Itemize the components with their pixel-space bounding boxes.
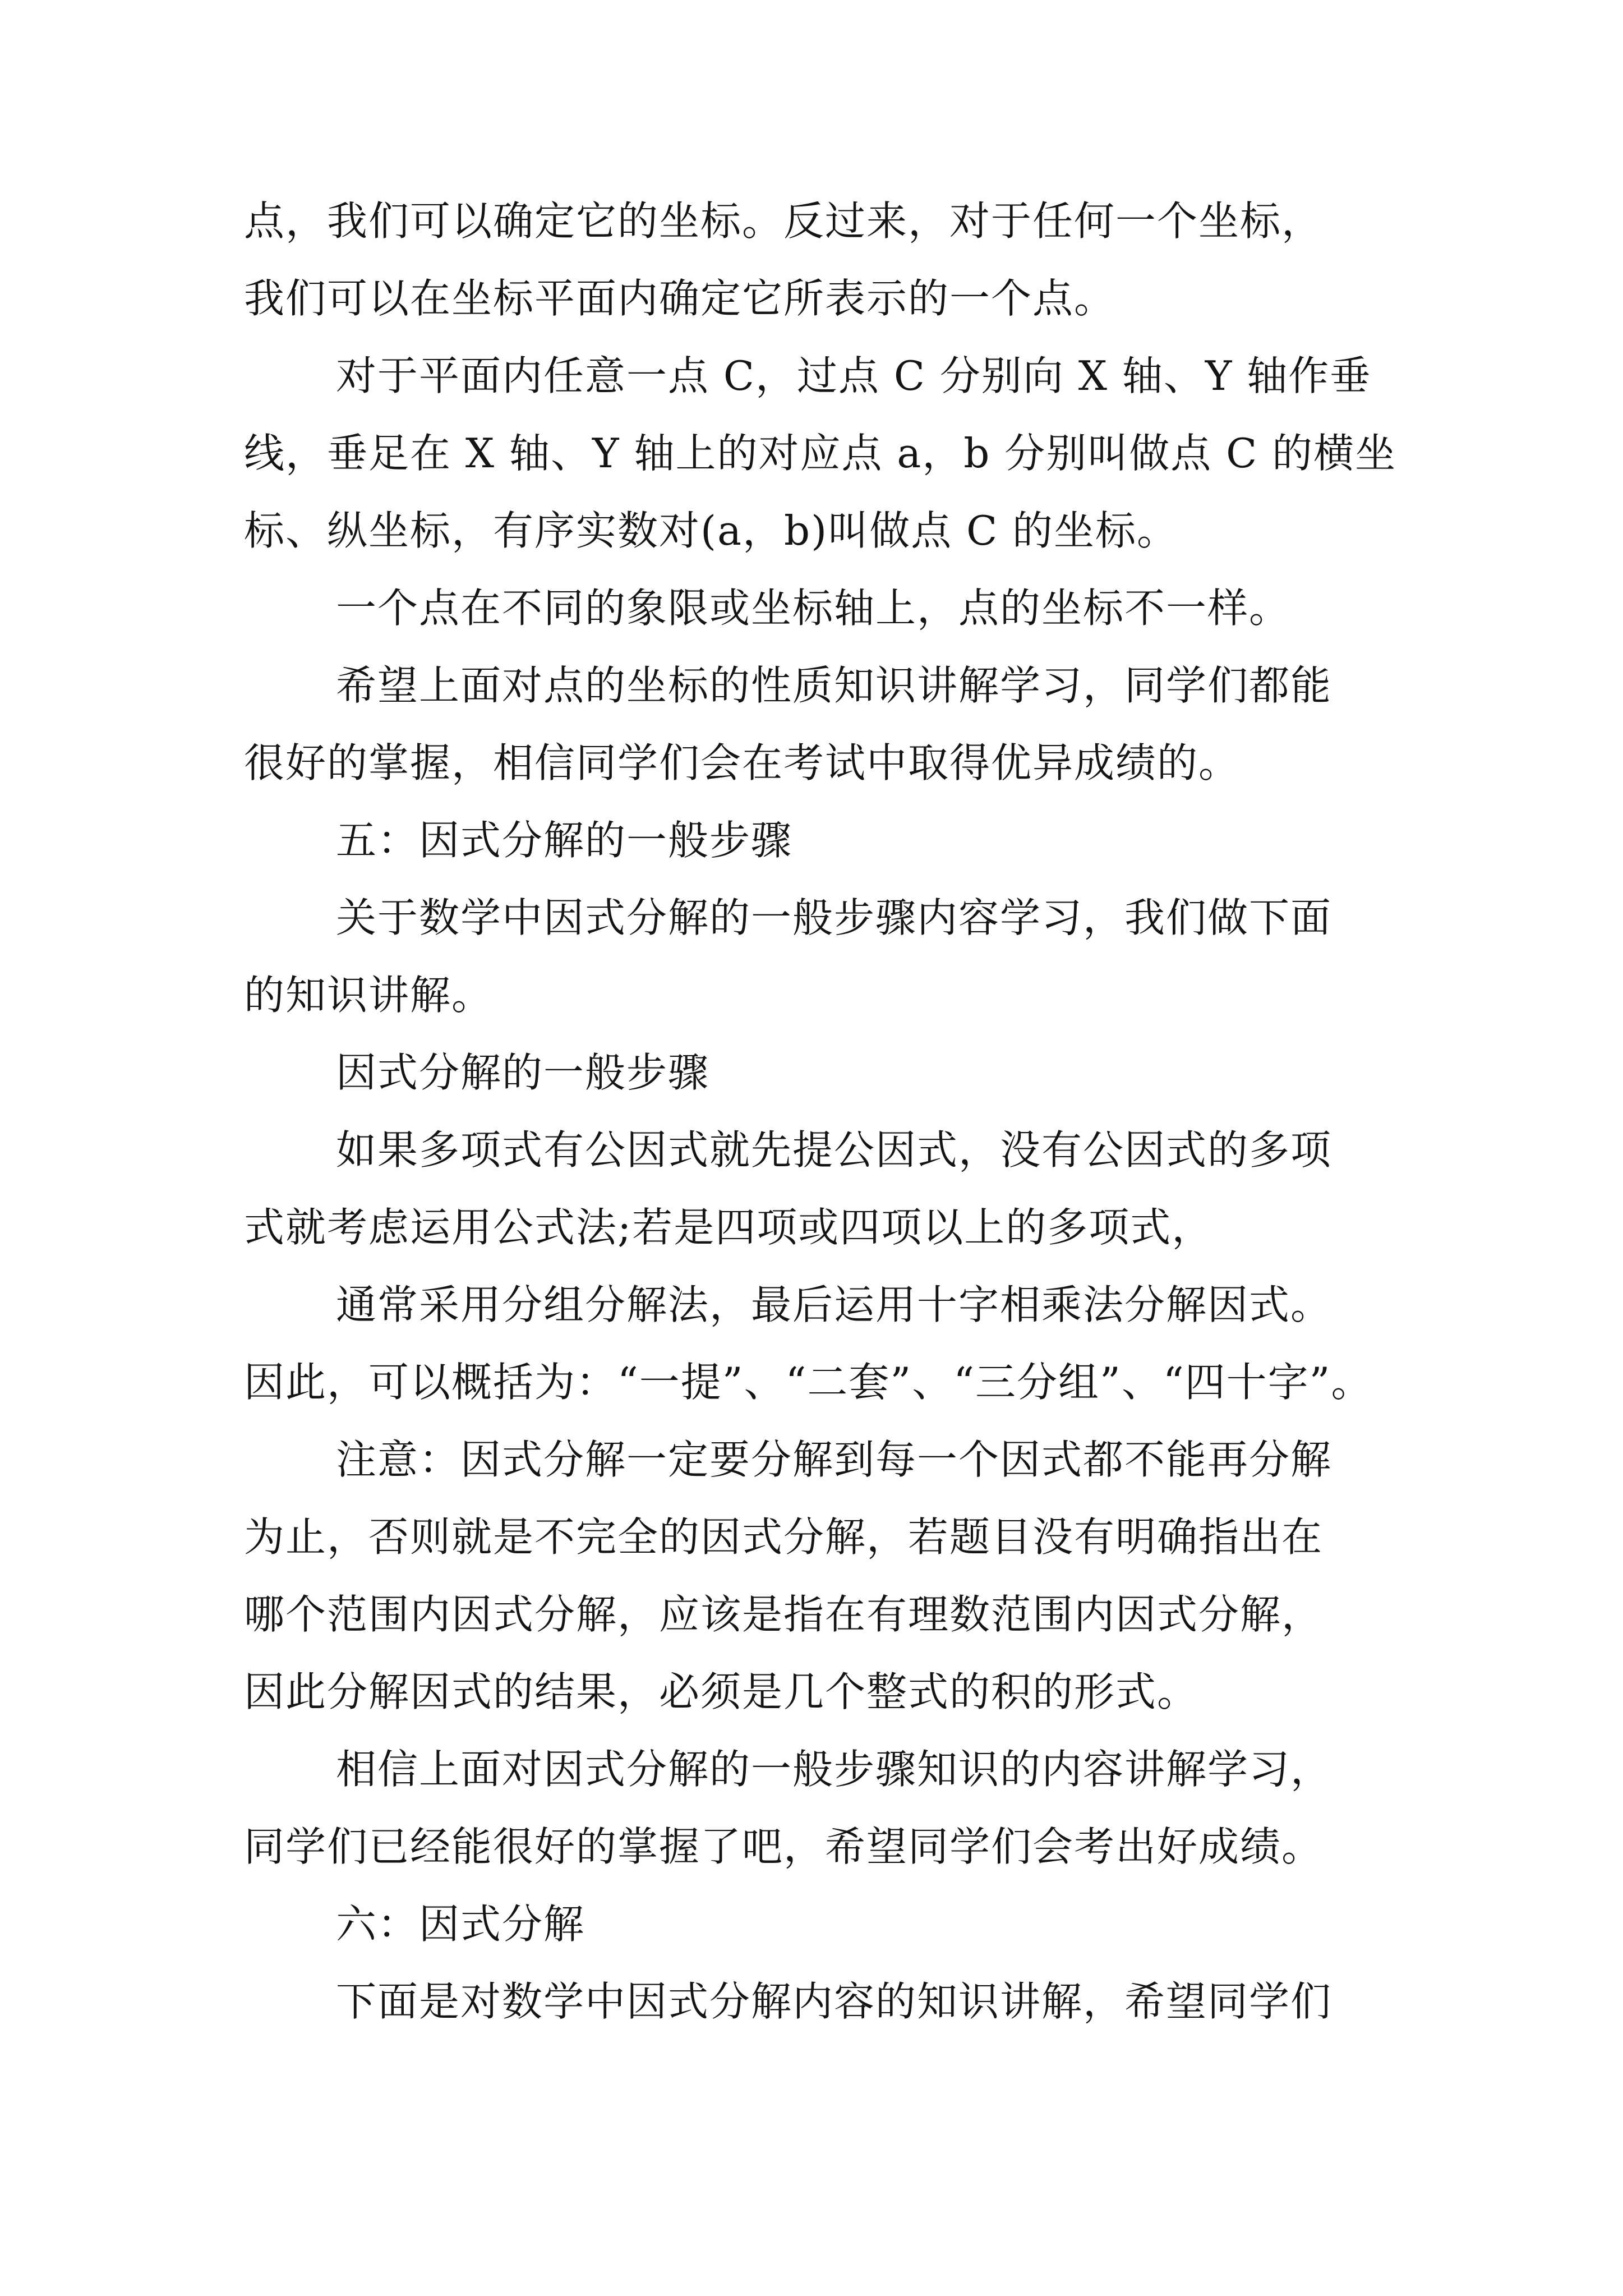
text-line: 我们可以在坐标平面内确定它所表示的一个点。 <box>244 275 1116 322</box>
text-line: 因此，可以概括为：“一提”、“二套”、“三分组”、“四十字”。 <box>244 1359 1373 1406</box>
text-line: 一个点在不同的象限或坐标轴上，点的坐标不一样。 <box>336 585 1291 632</box>
text-line: 相信上面对因式分解的一般步骤知识的内容讲解学习， <box>336 1746 1332 1793</box>
text-line: 点，我们可以确定它的坐标。反过来，对于任何一个坐标， <box>244 197 1324 245</box>
text-line: 下面是对数学中因式分解内容的知识讲解，希望同学们 <box>336 1978 1332 2025</box>
text-line: 哪个范围内因式分解，应该是指在有理数范围内因式分解， <box>244 1591 1324 1638</box>
text-line: 因式分解的一般步骤 <box>336 1049 710 1096</box>
text-line: 通常采用分组分解法，最后运用十字相乘法分解因式。 <box>336 1281 1332 1328</box>
text-line: 同学们已经能很好的掌握了吧，希望同学们会考出好成绩。 <box>244 1823 1324 1870</box>
text-line: 式就考虑运用公式法;若是四项或四项以上的多项式， <box>244 1204 1214 1251</box>
section-heading: 五：因式分解的一般步骤 <box>336 817 793 864</box>
text-line: 关于数学中因式分解的一般步骤内容学习，我们做下面 <box>336 894 1332 941</box>
text-line: 线，垂足在 X 轴、Y 轴上的对应点 a，b 分别叫做点 C 的横坐 <box>244 430 1397 477</box>
text-line: 注意：因式分解一定要分解到每一个因式都不能再分解 <box>336 1436 1332 1483</box>
text-line: 对于平面内任意一点 C，过点 C 分别向 X 轴、Y 轴作垂 <box>336 352 1372 399</box>
text-line: 如果多项式有公因式就先提公因式，没有公因式的多项 <box>336 1126 1332 1174</box>
section-heading: 六：因式分解 <box>336 1901 585 1948</box>
text-line: 的知识讲解。 <box>244 972 494 1019</box>
text-line: 因此分解因式的结果，必须是几个整式的积的形式。 <box>244 1668 1199 1715</box>
text-line: 很好的掌握，相信同学们会在考试中取得优异成绩的。 <box>244 739 1241 786</box>
text-line: 为止，否则就是不完全的因式分解，若题目没有明确指出在 <box>244 1513 1324 1561</box>
text-line: 希望上面对点的坐标的性质知识讲解学习，同学们都能 <box>336 662 1332 709</box>
text-line: 标、纵坐标，有序实数对(a，b)叫做点 C 的坐标。 <box>244 507 1179 554</box>
